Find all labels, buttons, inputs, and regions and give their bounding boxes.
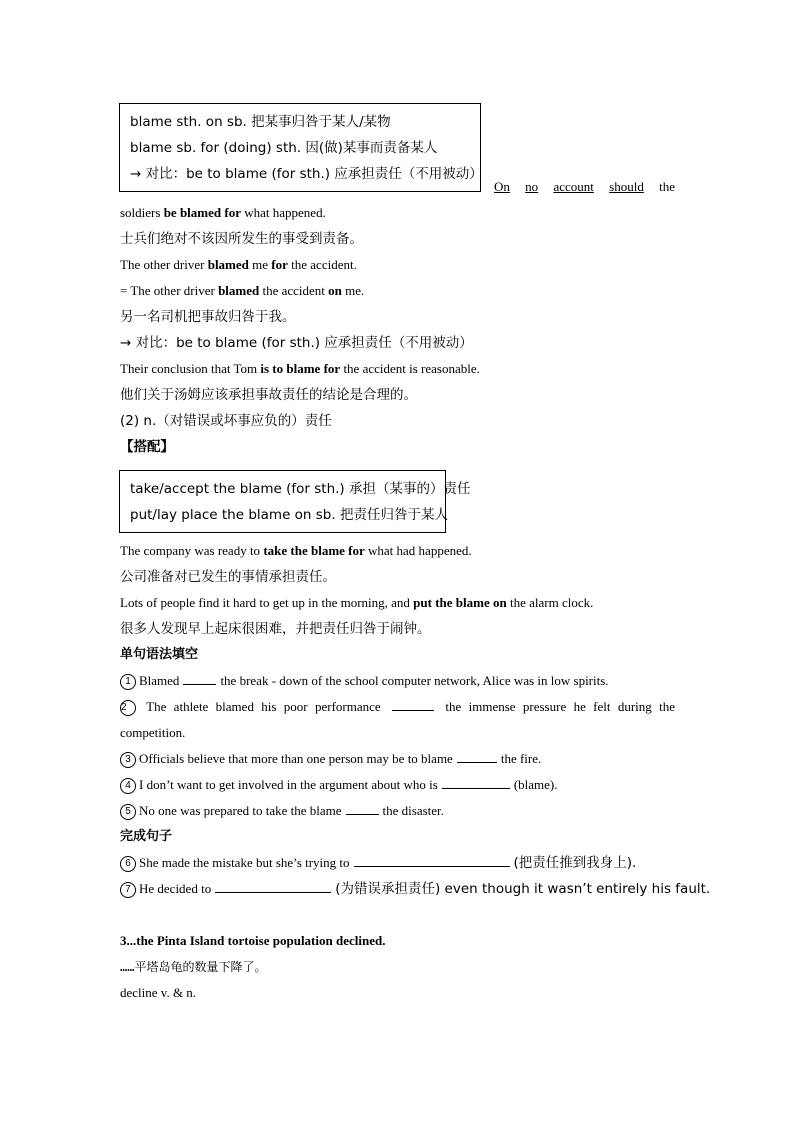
section-heading-fill-in: 单句语法填空 (120, 647, 199, 662)
example-sentence: The other driver blamed me for the accident. (120, 257, 357, 272)
example-translation: 士兵们绝对不该因所发生的事受到责备。 (120, 231, 363, 247)
collocation-box-blame-noun (119, 470, 471, 533)
box-line: → 对比：be to blame (for sth.) 应承担责任（不用被动） (130, 166, 483, 182)
question-number: 2 (120, 700, 136, 716)
question-number: 7 (120, 882, 136, 898)
example-sentence: Their conclusion that Tom is to blame for the accident is reasonable. (120, 361, 480, 376)
word: no (525, 179, 539, 194)
box-line: put/lay place the blame on sb. 把责任归咎于某人 (130, 507, 448, 523)
collocation-box-blame-verb (119, 103, 481, 192)
word: the (659, 179, 675, 194)
answer-blank[interactable] (457, 751, 497, 763)
answer-blank[interactable] (354, 855, 510, 867)
exercise-question-7: 7 He decided to (为错误承担责任) even though it wasn’t entirely his fault. (120, 879, 710, 899)
question-number: 6 (120, 856, 136, 872)
exercise-question-5: 5 No one was prepared to take the blame the disaster. (120, 801, 444, 821)
exercise-question-2-cont: competition. (120, 725, 186, 740)
word: should (609, 179, 644, 194)
example-translation: 很多人发现早上起床很困难，并把责任归咎于闹钟。 (120, 621, 431, 637)
point-3-translation: ……平塔岛龟的数量下降了。 (120, 960, 267, 974)
exercise-question-1: 1 Blamed the break - down of the school computer network, Alice was in low spirits. (120, 671, 609, 691)
exercise-question-2: 2 The athlete blamed his poor performance the immense pressure he felt during the (120, 697, 675, 717)
point-3-heading: 3...the Pinta Island tortoise population declined. (120, 933, 386, 948)
box-line: blame sth. on sb. 把某事归咎于某人/某物 (130, 114, 391, 130)
contrast-note: → 对比：be to blame (for sth.) 应承担责任（不用被动） (120, 335, 473, 351)
example-sentence: The company was ready to take the blame for what had happened. (120, 543, 472, 558)
example-translation: 另一名司机把事故归咎于我。 (120, 309, 296, 325)
word: account (553, 179, 594, 194)
question-number: 4 (120, 778, 136, 794)
exercise-question-3: 3 Officials believe that more than one person may be to blame the fire. (120, 749, 541, 769)
decline-definition: decline v. & n. (120, 985, 197, 1000)
answer-blank[interactable] (346, 803, 379, 815)
question-number: 5 (120, 804, 136, 820)
word: On (494, 179, 510, 194)
exercise-question-6: 6 She made the mistake but she’s trying to (把责任推到我身上). (120, 853, 636, 873)
example-sentence: = The other driver blamed the accident on me. (120, 283, 365, 298)
answer-blank[interactable] (392, 699, 434, 711)
question-number: 3 (120, 752, 136, 768)
example-translation: 公司准备对已发生的事情承担责任。 (120, 569, 336, 585)
box-line: take/accept the blame (for sth.) 承担（某事的）责任 (130, 481, 471, 497)
example-sentence-cont: soldiers be blamed for what happened. (120, 205, 326, 220)
question-number: 1 (120, 674, 136, 690)
answer-blank[interactable] (183, 673, 216, 685)
answer-blank[interactable] (215, 881, 331, 893)
example-sentence: Lots of people find it hard to get up in the morning, and put the blame on the alarm clock. (120, 595, 594, 610)
noun-sense: (2) n.（对错误或坏事应负的）责任 (120, 413, 332, 429)
box-line: blame sb. for (doing) sth. 因(做)某事而责备某人 (130, 140, 438, 156)
example-sentence-start (494, 177, 675, 197)
example-translation: 他们关于汤姆应该承担事故责任的结论是合理的。 (120, 387, 417, 403)
collocation-heading: 【搭配】 (120, 439, 174, 455)
answer-blank[interactable] (442, 777, 510, 789)
exercise-question-4: 4 I don’t want to get involved in the argument about who is (blame). (120, 775, 558, 795)
section-heading-complete-sentences: 完成句子 (120, 829, 173, 844)
